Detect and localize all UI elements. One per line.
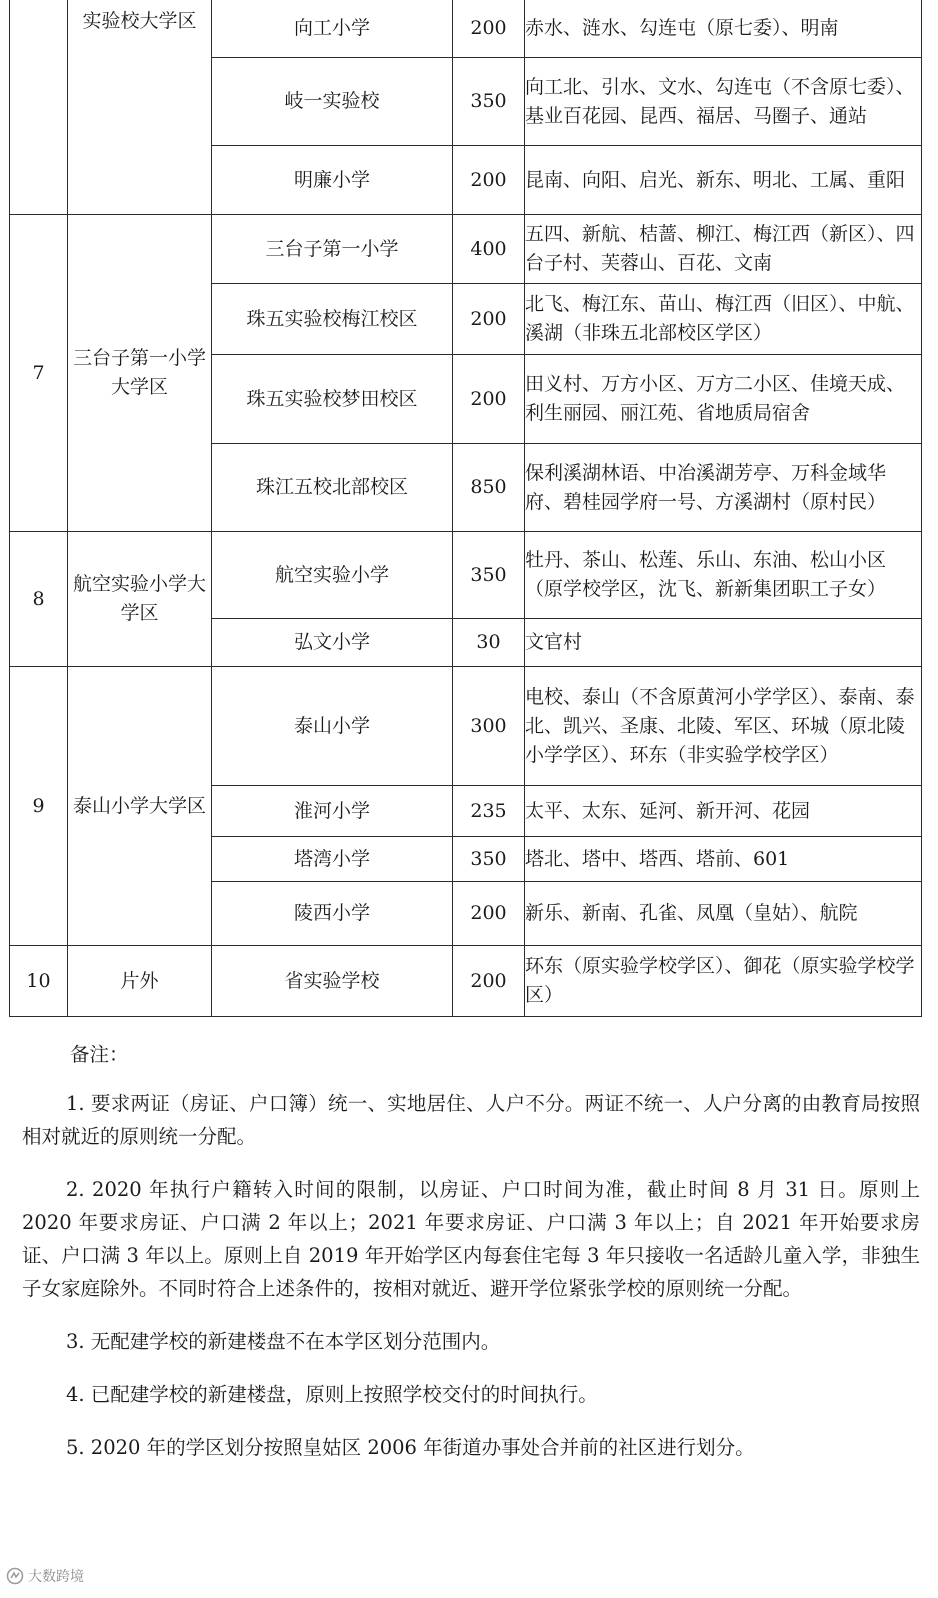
- quota-cell: 200: [453, 946, 525, 1017]
- district-zone-cell: 泰山小学大学区: [68, 667, 212, 946]
- quota-cell: 200: [453, 146, 525, 215]
- quota-cell: 30: [453, 619, 525, 667]
- district-zone-cell: 三台子第一小学大学区: [68, 215, 212, 532]
- quota-cell: 350: [453, 532, 525, 619]
- notes-title: 备注：: [70, 1043, 129, 1066]
- school-name-cell: 珠江五校北部校区: [212, 444, 453, 532]
- school-name-cell: 珠五实验校梅江校区: [212, 284, 453, 355]
- area-cell: 新乐、新南、孔雀、凤凰（皇姑）、航院: [525, 882, 922, 946]
- area-cell: 赤水、涟水、勾连屯（原七委）、明南: [525, 0, 922, 58]
- area-cell: 田义村、万方小区、万方二小区、佳境天成、利生丽园、丽江苑、省地质局宿舍: [525, 355, 922, 444]
- quota-cell: 350: [453, 58, 525, 146]
- school-name-cell: 三台子第一小学: [212, 215, 453, 284]
- district-number-cell: 7: [10, 215, 68, 532]
- district-zone-cell: 片外: [68, 946, 212, 1017]
- school-name-cell: 淮河小学: [212, 786, 453, 837]
- district-zone-cell: 实验校大学区: [68, 0, 212, 215]
- quota-cell: 850: [453, 444, 525, 532]
- quota-cell: 200: [453, 0, 525, 58]
- note-item: 4. 已配建学校的新建楼盘，原则上按照学校交付的时间执行。: [66, 1383, 598, 1406]
- table-row: [10, 667, 922, 786]
- note-item: 5. 2020 年的学区划分按照皇姑区 2006 年街道办事处合并前的社区进行划分。: [66, 1436, 755, 1459]
- school-name-cell: 岐一实验校: [212, 58, 453, 146]
- school-name-cell: 泰山小学: [212, 667, 453, 786]
- school-district-table: [9, 0, 922, 1017]
- school-name-cell: 向工小学: [212, 0, 453, 58]
- school-name-cell: 塔湾小学: [212, 837, 453, 882]
- quota-cell: 200: [453, 882, 525, 946]
- school-name-cell: 珠五实验校梦田校区: [212, 355, 453, 444]
- area-cell: 向工北、引水、文水、勾连屯（不含原七委）、基业百花园、昆西、福居、马圈子、通站: [525, 58, 922, 146]
- note-item: 2. 2020 年执行户籍转入时间的限制，以房证、户口时间为准，截止时间 8 月 31 日。原则上 2020 年要求房证、户口满 2 年以上；2021 年要求房证、户口满 3 年以上；自 2021 年开始要求房证、户口满 3 年以上。原则上自 2019 年开始学区内每套住宅每 3 年只接收一名适龄儿童入学，非独生子女家庭除外。不同时符合上述条件的，按相对就近、避开学位紧张学校的原则统一分配。: [22, 1178, 920, 1300]
- area-cell: 文官村: [525, 619, 922, 667]
- quota-cell: 400: [453, 215, 525, 284]
- area-cell: 环东（原实验学校学区）、御花（原实验学校学区）: [525, 946, 922, 1017]
- district-number-cell: 10: [10, 946, 68, 1017]
- quota-cell: 350: [453, 837, 525, 882]
- area-cell: 北飞、梅江东、苗山、梅江西（旧区）、中航、溪湖（非珠五北部校区学区）: [525, 284, 922, 355]
- table-row: [10, 0, 922, 58]
- watermark-text: 大数跨境: [28, 1569, 84, 1585]
- area-cell: 太平、太东、延河、新开河、花园: [525, 786, 922, 837]
- area-cell: 牡丹、茶山、松莲、乐山、东油、松山小区（原学校学区，沈飞、新新集团职工子女）: [525, 532, 922, 619]
- quota-cell: 300: [453, 667, 525, 786]
- district-zone-cell: 航空实验小学大学区: [68, 532, 212, 667]
- quota-cell: 200: [453, 284, 525, 355]
- area-cell: 保利溪湖林语、中冶溪湖芳亭、万科金域华府、碧桂园学府一号、方溪湖村（原村民）: [525, 444, 922, 532]
- note-item: 3. 无配建学校的新建楼盘不在本学区划分范围内。: [66, 1330, 501, 1353]
- quota-cell: 200: [453, 355, 525, 444]
- notes-section: [22, 1038, 920, 1464]
- school-name-cell: 陵西小学: [212, 882, 453, 946]
- school-name-cell: 航空实验小学: [212, 532, 453, 619]
- quota-cell: 235: [453, 786, 525, 837]
- note-item: 1. 要求两证（房证、户口簿）统一、实地居住、人户不分。两证不统一、人户分离的由教育局按照相对就近的原则统一分配。: [22, 1092, 920, 1148]
- area-cell: 电校、泰山（不含原黄河小学学区）、泰南、泰北、凯兴、圣康、北陵、军区、环城（原北陵小学学区）、环东（非实验学校学区）: [525, 667, 922, 786]
- school-name-cell: 省实验学校: [212, 946, 453, 1017]
- table-row: [10, 946, 922, 1017]
- area-cell: 塔北、塔中、塔西、塔前、601: [525, 837, 922, 882]
- brand-logo-icon: [6, 1567, 24, 1585]
- area-cell: 五四、新航、桔蔷、柳江、梅江西（新区）、四台子村、芙蓉山、百花、文南: [525, 215, 922, 284]
- school-name-cell: 明廉小学: [212, 146, 453, 215]
- district-number-cell: 9: [10, 667, 68, 946]
- table-row: [10, 215, 922, 284]
- district-number-cell: 8: [10, 532, 68, 667]
- watermark: [6, 1566, 84, 1586]
- table-row: [10, 532, 922, 619]
- district-number-cell: [10, 0, 68, 215]
- school-name-cell: 弘文小学: [212, 619, 453, 667]
- area-cell: 昆南、向阳、启光、新东、明北、工属、重阳: [525, 146, 922, 215]
